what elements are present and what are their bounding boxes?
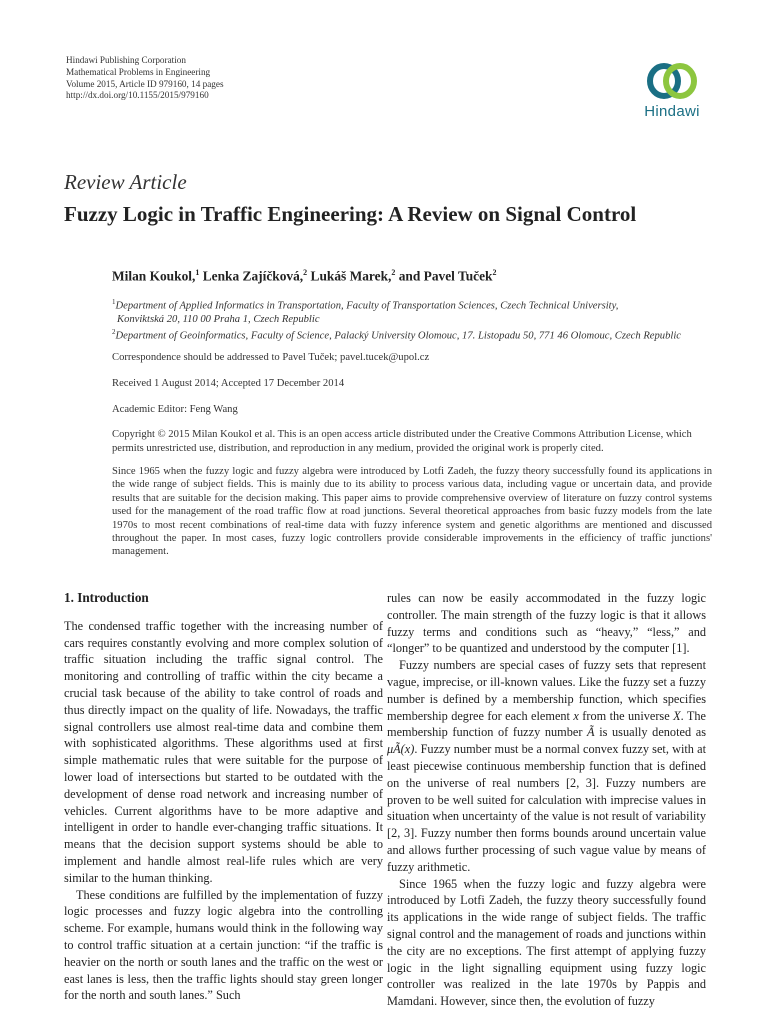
left-column: [64, 590, 383, 1004]
doi-link[interactable]: http://dx.doi.org/10.1155/2015/979160: [66, 90, 209, 101]
correspondence: Correspondence should be addressed to Pavel Tuček; pavel.tucek@upol.cz: [112, 352, 430, 363]
author-name: Lukáš Marek,: [310, 268, 392, 284]
math-x: x: [573, 708, 579, 723]
section-heading: 1. Introduction: [64, 590, 149, 605]
author-name: and Pavel Tuček: [398, 268, 493, 284]
math-fuzzy-number: Ã: [587, 725, 595, 740]
affiliation-line: Konviktská 20, 110 00 Praha 1, Czech Republic: [117, 313, 320, 325]
author-name: Milan Koukol,: [112, 268, 196, 284]
copyright-notice: Copyright © 2015 Milan Koukol et al. This is an open access article distributed under the Creative Commons Attribution License, which permits unrestricted use, distribution, and reproduction in any medium, provided the original work is properly cited.: [112, 429, 692, 454]
author-list: [112, 268, 497, 284]
paragraph: These conditions are fulfilled by the implementation of fuzzy logic processes and fuzzy logic algebra into the controlling scheme. For example, humans would think in the following way to control traffic situation at a certain junction: “if the traffic is heavier on the north or south lanes and the traffic on the west or east lanes is less, then the traffic lights should stay green longer for the north and south lanes.” Such: [64, 887, 383, 1003]
math-membership: μÃ(x): [387, 742, 415, 757]
math-universe: X: [673, 708, 681, 723]
abstract: Since 1965 when the fuzzy logic and fuzzy algebra were introduced by Lotfi Zadeh, the fuzzy theory successfully found its applications in the wide range of subject fields. This is mainly due to its ability to process various data, including vague or uncertain data, and provide results that are suitable for the decision making. This paper aims to provide comprehensive overview of literature on fuzzy control systems used for the management of the road traffic flow at road junctions. Several theoretical approaches from basic fuzzy models from the late 1970s to most recent combinations of real-time data with fuzzy inference system and genetic algorithms are mentioned and discussed throughout the paper. In most cases, fuzzy logic controllers provide considerable improvements in the efficiency of traffic junctions' management.: [112, 466, 712, 558]
affiliation-line: $^1$Department of Applied Informatics in Transportation, Faculty of Transportation Sciences, Czech Technical University,: [112, 298, 619, 312]
logo-text: Hindawi: [644, 103, 700, 120]
right-column: [387, 590, 706, 1010]
hindawi-rings-icon: [646, 60, 698, 102]
paragraph: Since 1965 when the fuzzy logic and fuzzy algebra were introduced by Lotfi Zadeh, the fuzzy theory successfully found its applications in the wide range of subject fields. The traffic signal control and the management of roads and junctions within the city are no exceptions. The first attempt of applying fuzzy logic in the light signalling equipment using fuzzy logic controller was realized in the late 1970s by Pappis and Mamdani. However, since then, the evolution of fuzzy: [387, 876, 706, 1009]
academic-editor: Academic Editor: Feng Wang: [112, 404, 238, 415]
journal-header: [66, 55, 224, 102]
publisher: Hindawi Publishing Corporation: [66, 55, 186, 65]
author-name: Lenka Zajíčková,: [202, 268, 304, 284]
affiliations: [112, 296, 712, 342]
article-title: Fuzzy Logic in Traffic Engineering: A Review on Signal Control: [64, 202, 637, 226]
journal-name: Mathematical Problems in Engineering: [66, 66, 211, 77]
volume-info: Volume 2015, Article ID 979160, 14 pages: [66, 78, 224, 89]
paragraph: rules can now be easily accommodated in the fuzzy logic controller. The main strength of the fuzzy logic is that it allows fuzzy terms and conditions such as “heavy,” “less,” and “longer” to be quantized and understood by the computer [1].: [387, 591, 706, 656]
affiliation-ref: 2: [391, 268, 396, 277]
affiliation-ref: 2: [492, 268, 497, 277]
received-date: Received 1 August 2014; Accepted 17 December 2014: [112, 378, 345, 389]
paragraph: Fuzzy numbers are special cases of fuzzy sets that represent vague, imprecise, or ill-known values. Like the fuzzy set a fuzzy number is defined by a membership function, which specifies membership degree for each element x from the universe X. The membership function of fuzzy number Ã is usually denoted as μÃ(x). Fuzzy number must be a normal convex fuzzy set, with at least piecewise continuous membership function that is defined on the universe of real numbers [2, 3]. Fuzzy numbers are proven to be well suited for calculation with imprecise values in situation when uncertainty of the value is not result of variability [2, 3]. Fuzzy number then forms bounds around uncertain value and allows further processing of such vague value by means of fuzzy arithmetic.: [387, 658, 706, 874]
affiliation-ref: 2: [303, 268, 308, 277]
paragraph: The condensed traffic together with the increasing number of cars requires constantly evolving and more complex solution of traffic situation including the traffic signal control. The monitoring and controlling of traffic within the city became a crucial task because of the ability to take control of roads and thus directly impact on the quality of life. Nowadays, the traffic signal controllers use almost real-time data and combine them with sophisticated algorithms. These algorithms used at first simple mathematic rules that were suitable for the purpose of lower load of intersections but started to be outdated with the development of dense road network and increasing number of vehicles. Current algorithms have to be more adaptive and intelligent in order to handle ever-changing traffic situations. It means that the decision support systems should be able to implement and handle almost real-life rules which are very similar to the human thinking.: [64, 618, 383, 885]
affiliation-ref: 1: [195, 268, 200, 277]
affiliation-line: $^2$Department of Geoinformatics, Faculty of Science, Palacký University Olomouc, 17. Listopadu 50, 771 46 Olomouc, Czech Republic: [112, 327, 681, 342]
article-type: Review Article: [64, 170, 187, 194]
hindawi-logo: [636, 60, 708, 120]
